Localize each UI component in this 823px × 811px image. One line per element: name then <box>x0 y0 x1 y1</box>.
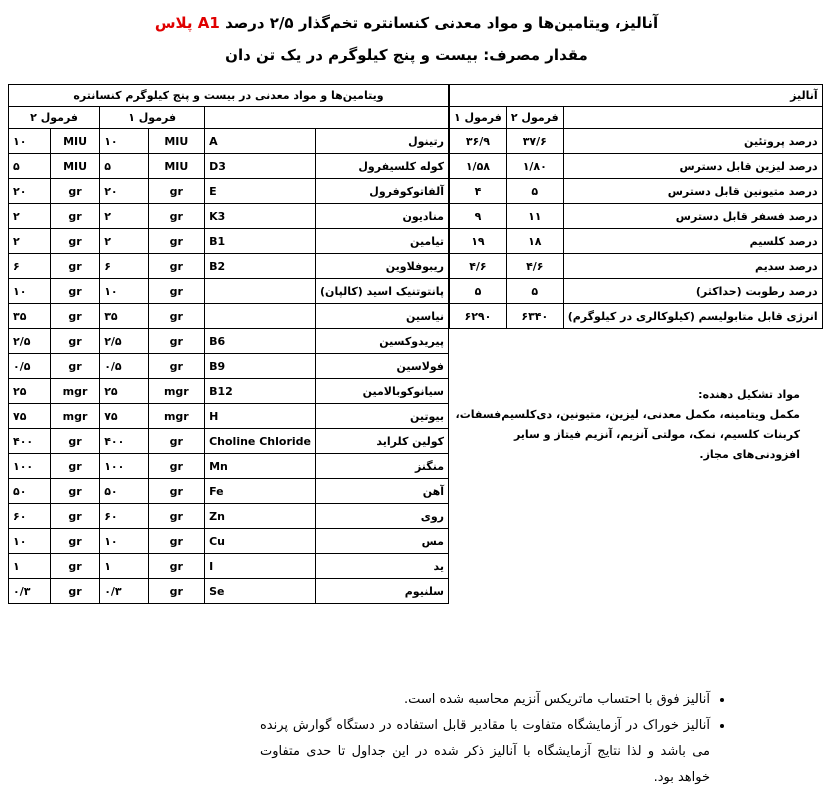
vitamin-name: پانتوتنیک اسید (کالپان) <box>315 279 448 304</box>
note-item: • آنالیز خوراک در آزمایشگاه متفاوت با مقادیر قابل استفاده در دستگاه گوارش پرنده می باشد و لذا نتایج آزمایشگاه با آنالیز ذکر شده در این جداول تا حدی متفاوت خواهد بود. <box>260 713 710 791</box>
vitamin-f2-value: ۲۰ <box>9 179 51 204</box>
vitamin-f2-unit: gr <box>50 304 99 329</box>
vitamins-header: ویتامین‌ها و مواد معدنی در بیست و پنج کیلوگرم کنسانتره <box>9 85 449 107</box>
vitamin-f2-value: ۱ <box>9 554 51 579</box>
vitamins-table <box>8 84 449 604</box>
vitamin-f2-value: ۰/۵ <box>9 354 51 379</box>
vitamins-subheader-row <box>9 107 449 129</box>
vitamin-f1-unit: gr <box>148 579 205 604</box>
vitamin-f2-unit: gr <box>50 329 99 354</box>
vitamin-f2-unit: gr <box>50 479 99 504</box>
analysis-f1: ۵ <box>506 179 563 204</box>
vitamin-name: رتینول <box>315 129 448 154</box>
vitamin-f1-value: ۱۰۰ <box>100 454 148 479</box>
vitamin-f1-unit: MIU <box>148 154 205 179</box>
vitamin-f1-value: ۶ <box>100 254 148 279</box>
title-accent: A1 پلاس <box>154 14 220 32</box>
vitamin-code: K3 <box>205 204 316 229</box>
vitamin-name: مس <box>315 529 448 554</box>
note-item: • آنالیز فوق با احتساب ماتریکس آنزیم محاسبه شده است. <box>260 687 710 713</box>
vitamin-f1-unit: gr <box>148 229 205 254</box>
vitamin-code: Cu <box>205 529 316 554</box>
vitamin-f2-unit: gr <box>50 204 99 229</box>
analysis-header: آنالیز <box>450 85 823 107</box>
analysis-label: درصد سدیم <box>563 254 822 279</box>
vitamin-name: آلفاتوکوفرول <box>315 179 448 204</box>
table-row <box>9 204 449 229</box>
table-row <box>9 379 449 404</box>
vitamins-blank-header <box>205 107 449 129</box>
vitamin-code: D3 <box>205 154 316 179</box>
vitamin-name: بیوتین <box>315 404 448 429</box>
analysis-label: درصد پروتئین <box>563 129 822 154</box>
vitamin-code: B1 <box>205 229 316 254</box>
vitamin-f1-value: ۳۵ <box>100 304 148 329</box>
table-row <box>9 354 449 379</box>
vitamin-code: B6 <box>205 329 316 354</box>
vitamin-f2-unit: gr <box>50 429 99 454</box>
vitamin-f2-value: ۰/۳ <box>9 579 51 604</box>
table-row <box>9 529 449 554</box>
vitamin-f2-unit: gr <box>50 454 99 479</box>
vitamin-name: منادیون <box>315 204 448 229</box>
vitamin-code <box>205 304 316 329</box>
vitamin-f2-value: ۳۵ <box>9 304 51 329</box>
vitamin-f2-value: ۱۰ <box>9 279 51 304</box>
vitamin-f1-unit: gr <box>148 279 205 304</box>
vitamin-f2-unit: gr <box>50 254 99 279</box>
analysis-header-row <box>450 85 823 107</box>
vitamin-name: روی <box>315 504 448 529</box>
table-row <box>450 279 823 304</box>
vitamin-f1-unit: mgr <box>148 404 205 429</box>
vitamin-code: E <box>205 179 316 204</box>
analysis-f1: ۱/۸۰ <box>506 154 563 179</box>
analysis-col1-header: فرمول ۱ <box>450 107 507 129</box>
vitamin-f2-value: ۴۰۰ <box>9 429 51 454</box>
table-row <box>9 154 449 179</box>
vitamin-code: B9 <box>205 354 316 379</box>
vitamin-f1-value: ۰/۳ <box>100 579 148 604</box>
vitamin-f2-unit: gr <box>50 529 99 554</box>
analysis-f2: ۵ <box>450 279 507 304</box>
vitamin-f1-value: ۵ <box>100 154 148 179</box>
table-row <box>450 254 823 279</box>
vitamin-f2-value: ۱۰ <box>9 129 51 154</box>
table-row <box>9 429 449 454</box>
vitamin-f1-unit: gr <box>148 529 205 554</box>
vitamin-f2-unit: gr <box>50 354 99 379</box>
table-row <box>9 229 449 254</box>
analysis-label: درصد متیونین قابل دسترس <box>563 179 822 204</box>
ingredients-heading: مواد تشکیل دهنده: <box>698 388 800 401</box>
vitamin-f2-unit: mgr <box>50 379 99 404</box>
vitamin-f1-unit: mgr <box>148 379 205 404</box>
vitamin-f1-unit: gr <box>148 429 205 454</box>
vitamin-f1-value: ۷۵ <box>100 404 148 429</box>
vitamin-code: B12 <box>205 379 316 404</box>
analysis-col2-header: فرمول ۲ <box>506 107 563 129</box>
vitamin-f1-value: ۰/۵ <box>100 354 148 379</box>
vitamin-f1-unit: gr <box>148 329 205 354</box>
vitamin-f1-unit: gr <box>148 179 205 204</box>
vitamin-name: کوله کلسیفرول <box>315 154 448 179</box>
analysis-f2: ۴ <box>450 179 507 204</box>
vitamin-code: H <box>205 404 316 429</box>
analysis-f1: ۳۷/۶ <box>506 129 563 154</box>
vitamin-f1-unit: MIU <box>148 129 205 154</box>
vitamin-name: سیانوکوبالامین <box>315 379 448 404</box>
analysis-blank-header <box>563 107 822 129</box>
vitamin-code: I <box>205 554 316 579</box>
vitamin-f2-unit: MIU <box>50 154 99 179</box>
vitamin-f1-unit: gr <box>148 254 205 279</box>
analysis-label: انرژی قابل متابولیسم (کیلوکالری در کیلوگرم) <box>563 304 822 329</box>
vitamins-col1-header: فرمول ۱ <box>100 107 205 129</box>
analysis-label: درصد فسفر قابل دسترس <box>563 204 822 229</box>
vitamin-f2-value: ۱۰۰ <box>9 454 51 479</box>
vitamin-f2-unit: MIU <box>50 129 99 154</box>
title-text: آنالیز، ویتامین‌ها و مواد معدنی کنسانتره تخم‌گذار ۲/۵ درصد <box>225 14 659 32</box>
analysis-f2: ۱۹ <box>450 229 507 254</box>
vitamin-f1-value: ۱۰ <box>100 129 148 154</box>
vitamins-header-row <box>9 85 449 107</box>
table-row <box>9 404 449 429</box>
notes-section <box>260 687 730 791</box>
table-row <box>9 579 449 604</box>
table-row <box>9 304 449 329</box>
vitamin-f1-value: ۵۰ <box>100 479 148 504</box>
vitamin-name: ریبوفلاوین <box>315 254 448 279</box>
table-row <box>9 479 449 504</box>
vitamin-name: آهن <box>315 479 448 504</box>
vitamin-code: A <box>205 129 316 154</box>
analysis-label: درصد لیزین قابل دسترس <box>563 154 822 179</box>
vitamin-f1-value: ۲ <box>100 204 148 229</box>
ingredients-section <box>455 385 800 465</box>
vitamin-name: فولاسین <box>315 354 448 379</box>
table-row <box>9 129 449 154</box>
table-row <box>450 129 823 154</box>
vitamin-name: کولین کلراید <box>315 429 448 454</box>
analysis-f2: ۱/۵۸ <box>450 154 507 179</box>
vitamins-col2-header: فرمول ۲ <box>9 107 100 129</box>
vitamin-f2-value: ۲۵ <box>9 379 51 404</box>
vitamin-f1-unit: gr <box>148 454 205 479</box>
table-row <box>9 179 449 204</box>
vitamin-f1-value: ۲۰ <box>100 179 148 204</box>
vitamin-f1-unit: gr <box>148 479 205 504</box>
analysis-label: درصد رطوبت (حداکثر) <box>563 279 822 304</box>
vitamin-code <box>205 279 316 304</box>
vitamin-f2-value: ۲ <box>9 204 51 229</box>
vitamin-f2-unit: gr <box>50 504 99 529</box>
table-row <box>450 304 823 329</box>
analysis-subheader-row <box>450 107 823 129</box>
vitamin-name: پیریدوکسین <box>315 329 448 354</box>
page-title <box>0 14 813 32</box>
table-row <box>450 229 823 254</box>
table-row <box>9 554 449 579</box>
analysis-label: درصد کلسیم <box>563 229 822 254</box>
vitamin-f1-value: ۲ <box>100 229 148 254</box>
vitamin-f1-unit: gr <box>148 554 205 579</box>
vitamin-f1-unit: gr <box>148 354 205 379</box>
analysis-f1: ۱۱ <box>506 204 563 229</box>
ingredients-text: مکمل ویتامینه، مکمل معدنی، لیزین، متیونین، دی‌کلسیم‌فسفات، کربنات کلسیم، نمک، مولتی آنزیم، آنزیم فیتاز و سایر افزودنی‌های مجاز. <box>455 408 800 461</box>
vitamin-f1-unit: gr <box>148 204 205 229</box>
analysis-f2: ۶۲۹۰ <box>450 304 507 329</box>
vitamin-f1-value: ۱۰ <box>100 529 148 554</box>
analysis-f1: ۵ <box>506 279 563 304</box>
table-row <box>450 179 823 204</box>
vitamin-f1-unit: gr <box>148 304 205 329</box>
vitamin-f2-value: ۵ <box>9 154 51 179</box>
vitamin-code: Zn <box>205 504 316 529</box>
table-row <box>450 204 823 229</box>
vitamin-f1-value: ۴۰۰ <box>100 429 148 454</box>
table-row <box>9 504 449 529</box>
vitamin-f2-unit: gr <box>50 579 99 604</box>
table-row <box>9 279 449 304</box>
vitamin-name: منگنز <box>315 454 448 479</box>
vitamin-name: تیامین <box>315 229 448 254</box>
vitamin-f1-value: ۱۰ <box>100 279 148 304</box>
table-row <box>9 454 449 479</box>
analysis-f2: ۴/۶ <box>450 254 507 279</box>
vitamin-f2-value: ۷۵ <box>9 404 51 429</box>
table-row <box>9 329 449 354</box>
vitamin-code: Se <box>205 579 316 604</box>
page-subtitle: مقدار مصرف: بیست و پنج کیلوگرم در یک تن دان <box>225 46 588 64</box>
vitamin-f2-unit: gr <box>50 179 99 204</box>
vitamin-f1-value: ۲۵ <box>100 379 148 404</box>
vitamin-code: Choline Chloride <box>205 429 316 454</box>
vitamin-f1-value: ۱ <box>100 554 148 579</box>
vitamin-code: Fe <box>205 479 316 504</box>
vitamin-f2-value: ۲/۵ <box>9 329 51 354</box>
vitamin-f2-value: ۶ <box>9 254 51 279</box>
vitamin-f1-value: ۶۰ <box>100 504 148 529</box>
table-row <box>450 154 823 179</box>
vitamin-f2-unit: gr <box>50 229 99 254</box>
vitamin-f2-unit: gr <box>50 279 99 304</box>
vitamin-f2-value: ۱۰ <box>9 529 51 554</box>
vitamin-f2-unit: mgr <box>50 404 99 429</box>
vitamin-name: ید <box>315 554 448 579</box>
analysis-table <box>449 84 823 329</box>
vitamin-name: نیاسین <box>315 304 448 329</box>
vitamin-code: B2 <box>205 254 316 279</box>
vitamin-f2-value: ۲ <box>9 229 51 254</box>
vitamin-f1-unit: gr <box>148 504 205 529</box>
vitamin-f2-value: ۵۰ <box>9 479 51 504</box>
table-row <box>9 254 449 279</box>
analysis-f2: ۳۶/۹ <box>450 129 507 154</box>
analysis-f1: ۱۸ <box>506 229 563 254</box>
vitamin-f2-value: ۶۰ <box>9 504 51 529</box>
vitamin-code: Mn <box>205 454 316 479</box>
vitamin-f1-value: ۲/۵ <box>100 329 148 354</box>
analysis-f1: ۴/۶ <box>506 254 563 279</box>
analysis-f1: ۶۳۴۰ <box>506 304 563 329</box>
vitamin-name: سلنیوم <box>315 579 448 604</box>
vitamin-f2-unit: gr <box>50 554 99 579</box>
analysis-f2: ۹ <box>450 204 507 229</box>
